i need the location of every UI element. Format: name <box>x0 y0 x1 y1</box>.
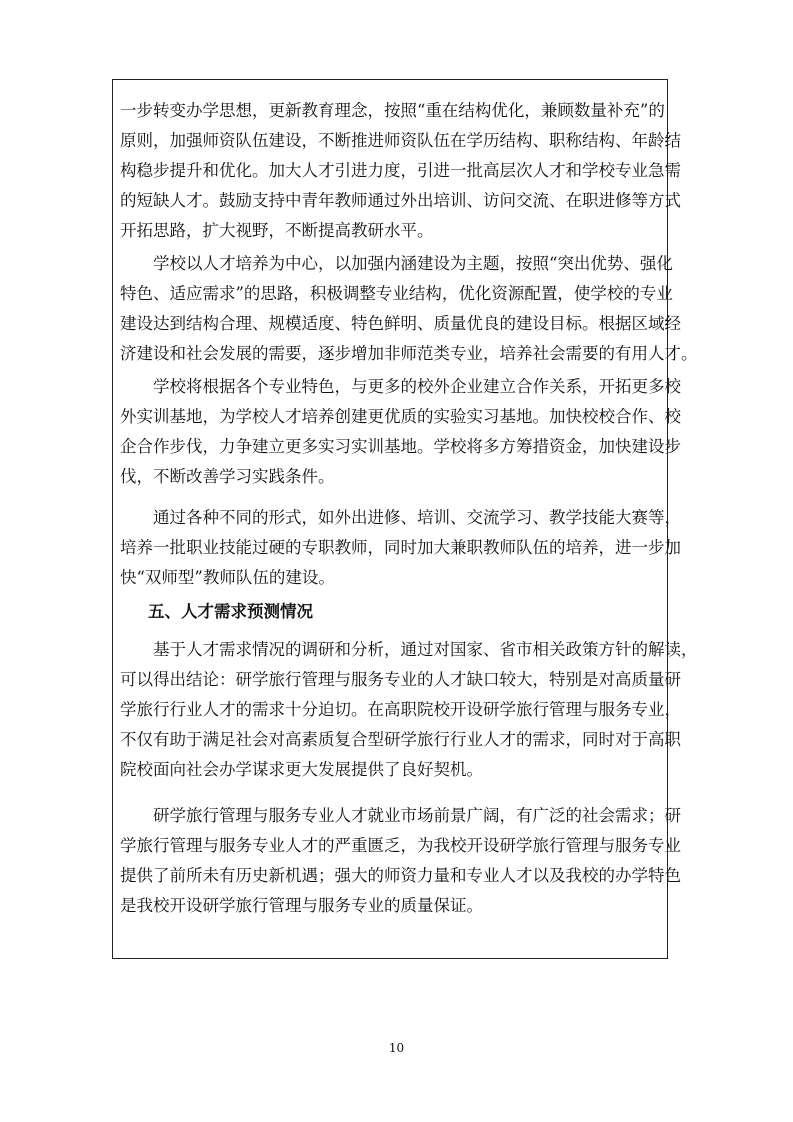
text-line: 伐，不断改善学习实践条件。 <box>120 467 335 486</box>
text-line: 学校将根据各个专业特色，与更多的校外企业建立合作关系，开拓更多校 <box>120 377 681 396</box>
page-number: 10 <box>388 1041 405 1055</box>
paragraph-talent-training <box>120 249 698 369</box>
text-line: 学旅行行业人才的需求十分迫切。在高职院校开设研学旅行管理与服务专业， <box>120 700 681 719</box>
text-line: 特色、适应需求”的思路，积极调整专业结构，优化资源配置，使学校的专业 <box>120 284 673 303</box>
text-line: 通过各种不同的形式，如外出进修、培训、交流学习、教学技能大赛等， <box>120 508 681 527</box>
text-line: 是我校开设研学旅行管理与服务专业的质量保证。 <box>120 896 483 915</box>
text-line: 企合作步伐，力争建立更多实习实训基地。学校将多方筹措资金，加快建设步 <box>120 437 681 456</box>
text-line: 快“双师型”教师队伍的建设。 <box>120 568 335 587</box>
paragraph-dual-qualified-teachers <box>120 503 681 593</box>
section-heading: 五、人才需求预测情况 <box>148 602 313 621</box>
text-line: 提供了前所未有历史新机遇；强大的师资力量和专业人才以及我校的办学特色 <box>120 866 681 885</box>
text-line: 学旅行管理与服务专业人才的严重匮乏，为我校开设研学旅行管理与服务专业 <box>120 836 681 855</box>
paragraph-market-prospects <box>120 801 681 921</box>
text-line: 研学旅行管理与服务专业人才就业市场前景广阔，有广泛的社会需求；研 <box>120 806 681 825</box>
text-line: 构稳步提升和优化。加大人才引进力度，引进一批高层次人才和学校专业急需 <box>120 161 681 180</box>
paragraph-faculty-development <box>120 96 681 246</box>
text-line: 开拓思路，扩大视野，不断提高教研水平。 <box>120 221 434 240</box>
text-line: 一步转变办学思想，更新教育理念，按照“重在结构优化，兼顾数量补充”的 <box>120 101 665 120</box>
text-line: 原则，加强师资队伍建设，不断推进师资队伍在学历结构、职称结构、年龄结 <box>120 131 681 150</box>
text-line: 的短缺人才。鼓励支持中青年教师通过外出培训、访问交流、在职进修等方式 <box>120 191 681 210</box>
text-line: 外实训基地，为学校人才培养创建更优质的实验实习基地。加快校校合作、校 <box>120 407 681 426</box>
text-line: 培养一批职业技能过硬的专职教师，同时加大兼职教师队伍的培养，进一步加 <box>120 538 681 557</box>
text-line: 建设达到结构合理、规模适度、特色鲜明、质量优良的建设目标。根据区域经 <box>120 314 681 333</box>
text-line: 院校面向社会办学谋求更大发展提供了良好契机。 <box>120 760 483 779</box>
text-line: 可以得出结论：研学旅行管理与服务专业的人才缺口较大，特别是对高质量研 <box>120 670 681 689</box>
text-line: 济建设和社会发展的需要，逐步增加非师范类专业，培养社会需要的有用人才。 <box>120 344 698 363</box>
paragraph-demand-analysis <box>120 635 698 785</box>
paragraph-practice-bases <box>120 372 681 492</box>
text-line: 基于人才需求情况的调研和分析，通过对国家、省市相关政策方针的解读， <box>120 640 698 659</box>
text-line: 不仅有助于满足社会对高素质复合型研学旅行行业人才的需求，同时对于高职 <box>120 730 681 749</box>
text-line: 学校以人才培养为中心，以加强内涵建设为主题，按照“突出优势、强化 <box>120 254 673 273</box>
